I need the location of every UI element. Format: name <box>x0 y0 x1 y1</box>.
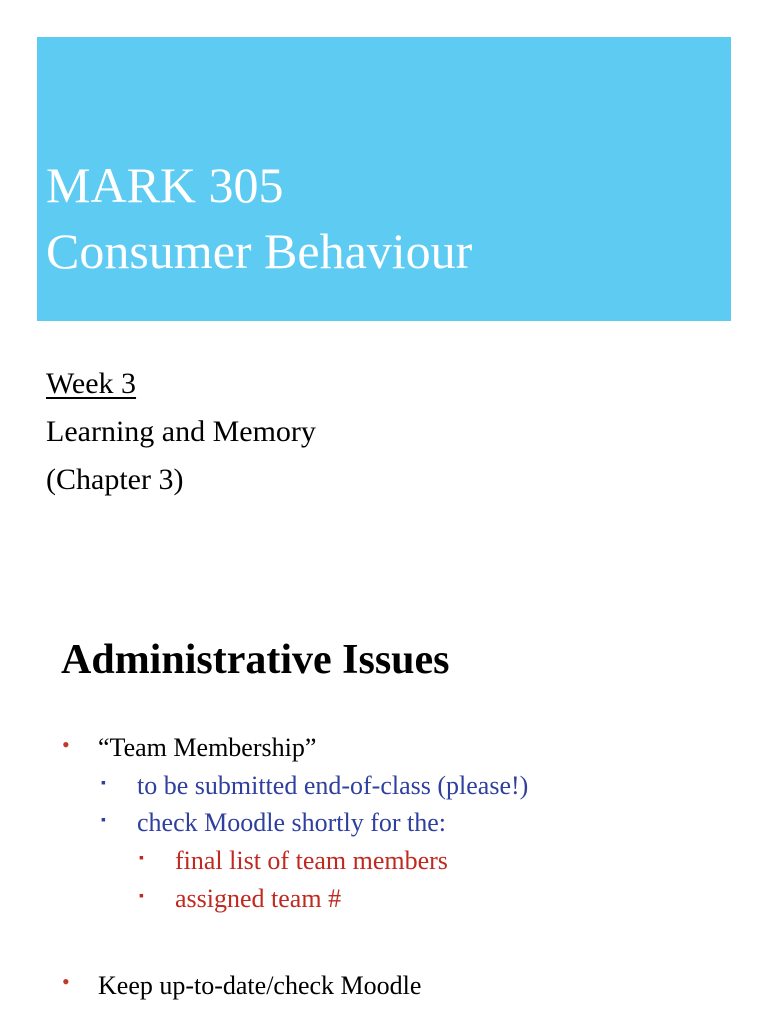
topic-label: Learning and Memory <box>46 415 316 448</box>
sub-sub-bullet-item: final list of team members <box>175 846 448 875</box>
week-label: Week 3 <box>46 367 137 400</box>
sub-bullet-marker: ▪ <box>101 813 106 828</box>
course-name: Consumer Behaviour <box>46 223 473 279</box>
admin-slide <box>0 584 768 1024</box>
bullet-marker: • <box>62 732 70 757</box>
sub-sub-bullet-item: assigned team # <box>175 884 342 913</box>
slide-title <box>46 152 472 284</box>
course-code: MARK 305 <box>46 157 284 213</box>
admin-heading: Administrative Issues <box>61 637 450 683</box>
bullet-marker: • <box>62 969 70 994</box>
sub-bullet-marker: ▪ <box>101 776 106 791</box>
bullet-item: “Team Membership” <box>98 733 317 762</box>
slide-subtitle <box>46 360 316 504</box>
bullet-item: Keep up-to-date/check Moodle <box>98 971 422 1000</box>
chapter-label: (Chapter 3) <box>46 463 184 496</box>
bullet-list <box>0 584 768 1024</box>
sub-bullet-item: check Moodle shortly for the: <box>137 808 447 837</box>
sub-sub-bullet-marker: ▪ <box>139 889 144 904</box>
sub-sub-bullet-marker: ▪ <box>139 851 144 866</box>
sub-bullet-item: to be submitted end-of-class (please!) <box>137 771 529 800</box>
